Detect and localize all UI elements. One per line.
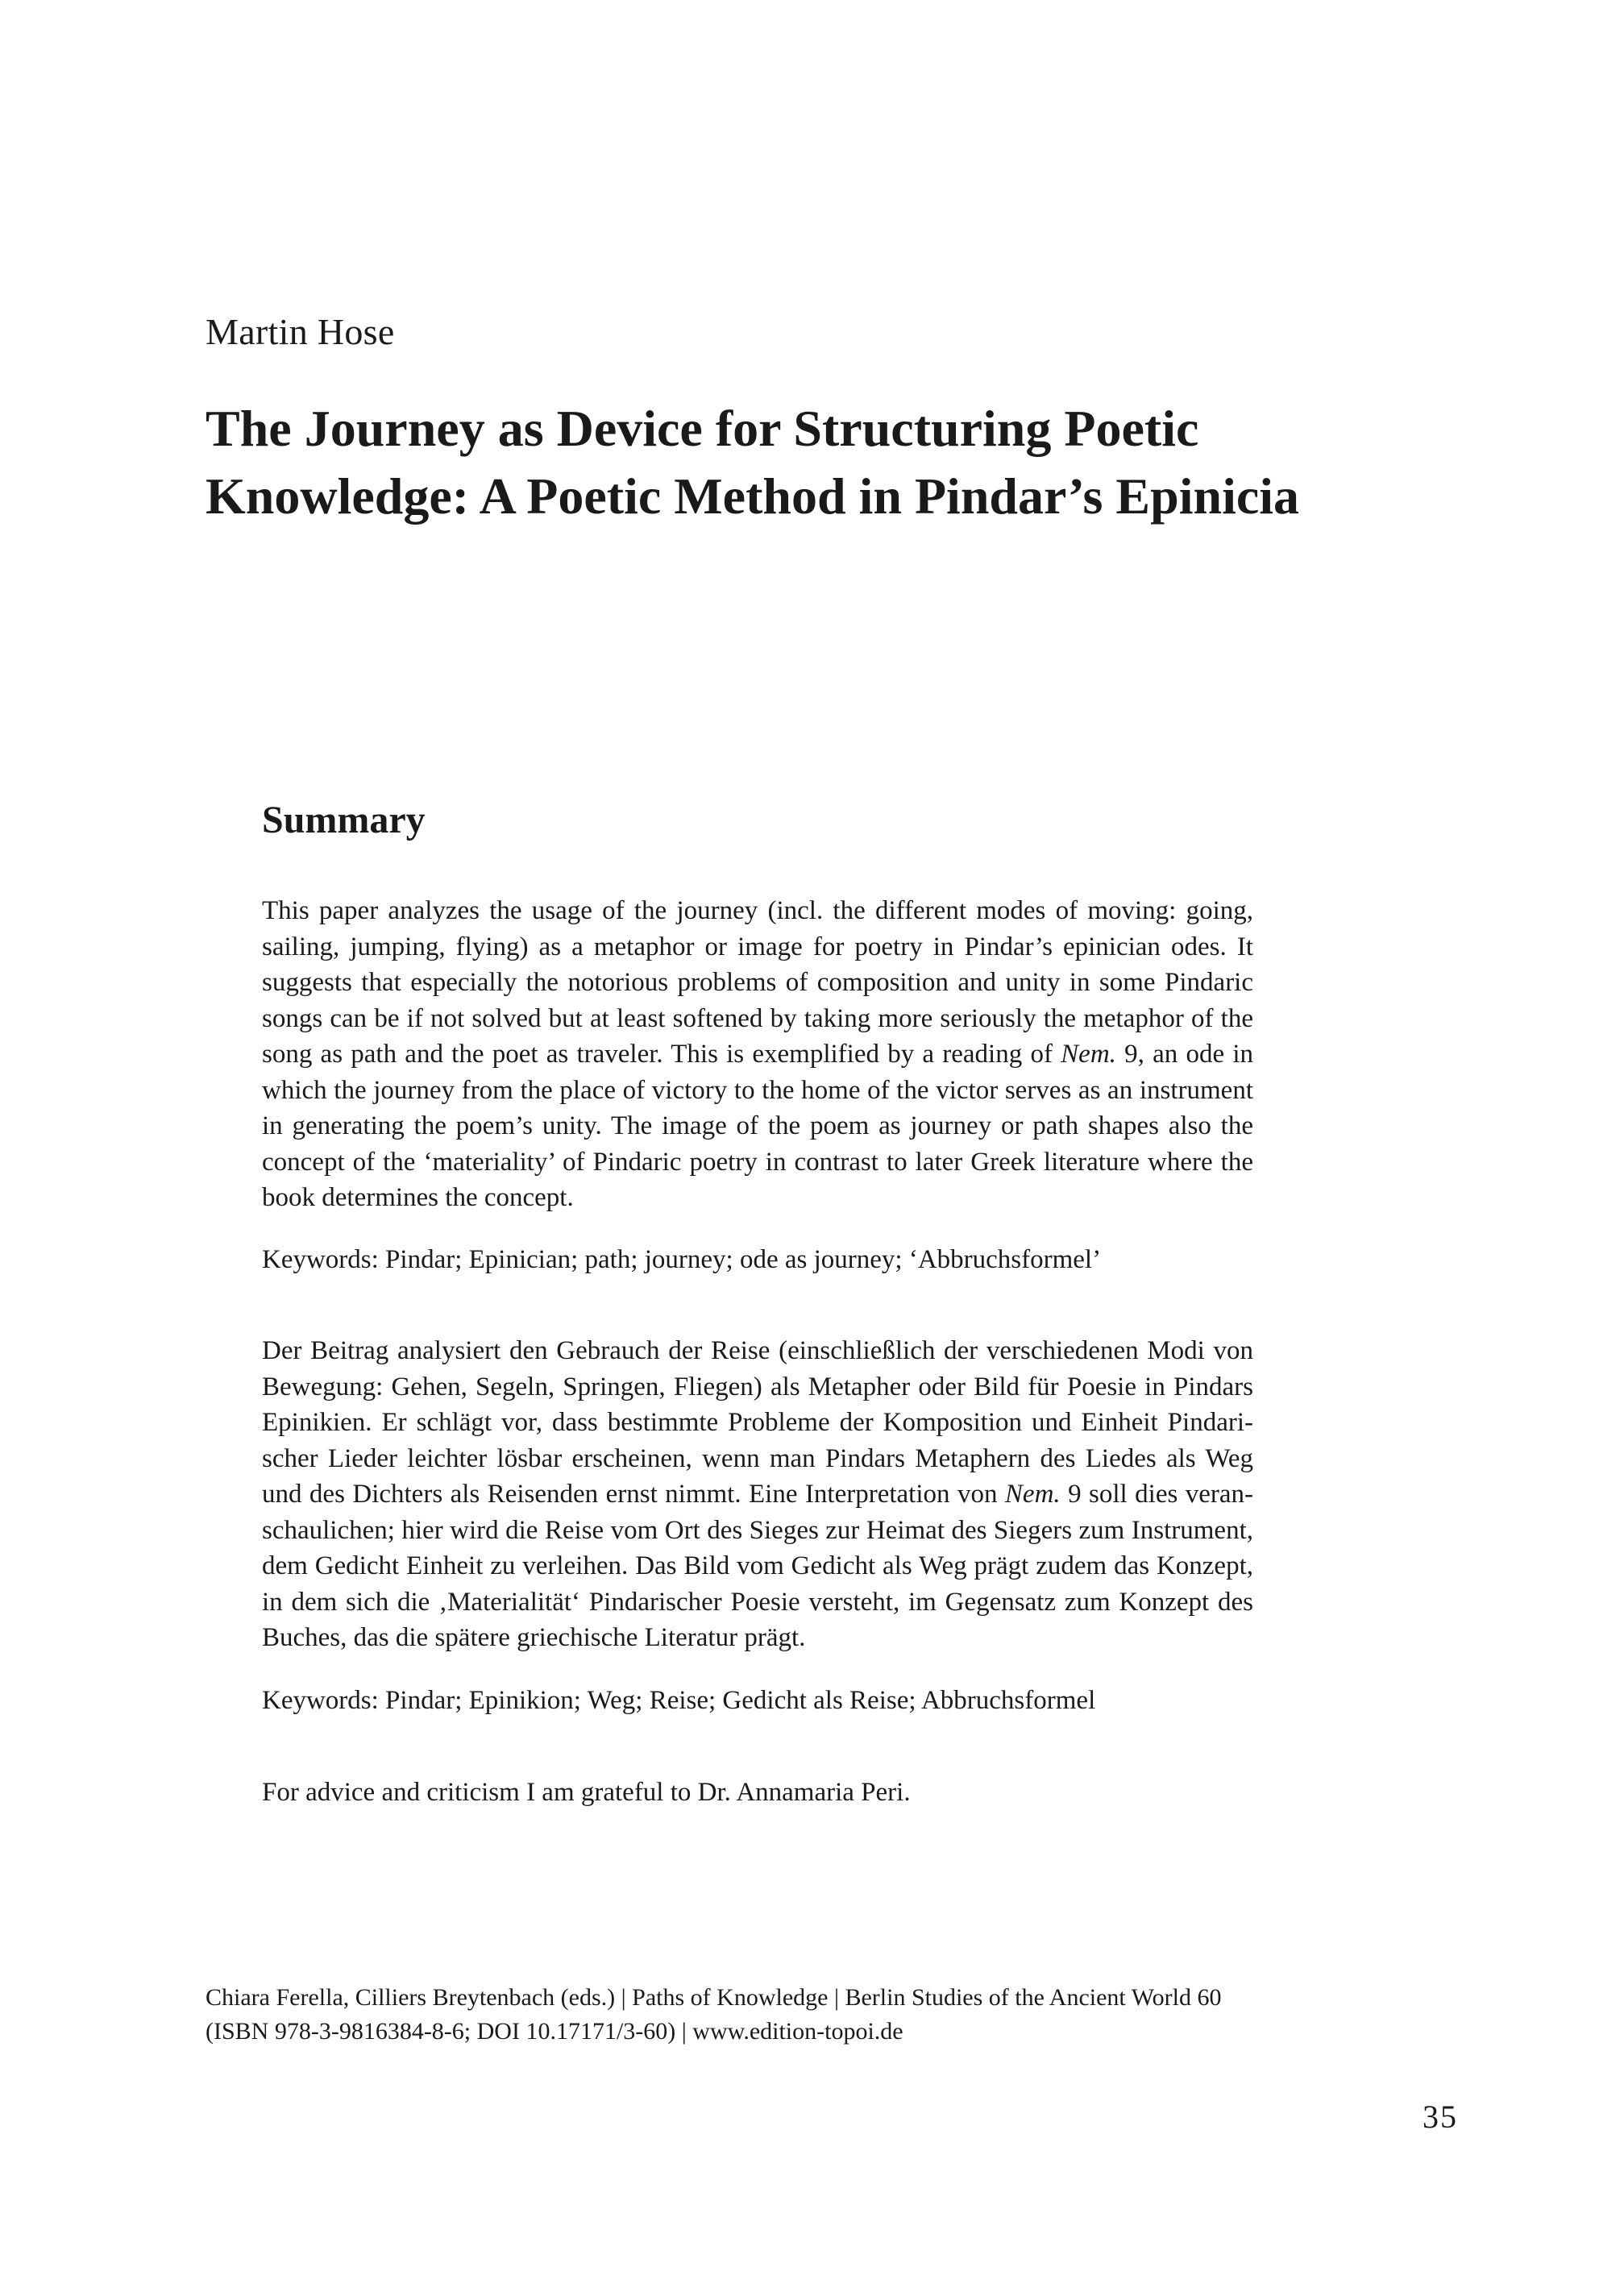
footer-line: (ISBN 978-3-9816384-8-6; DOI 10.17171/3-60) | www.edition-topoi.de	[206, 2018, 903, 2045]
footer-line: Chiara Ferella, Cilliers Breytenbach (eds.) | Paths of Knowledge | Berlin Studies of the Ancient World 60	[206, 1984, 1222, 2011]
abstract-line: Bewegung: Gehen, Segeln, Springen, Fliegen) als Metapher oder Bild für Poesie in Pindars	[262, 1372, 1253, 1401]
abstract-line: dem Gedicht Einheit zu verleihen. Das Bild vom Gedicht als Weg prägt zudem das Konzept,	[262, 1551, 1253, 1580]
abstract-line: which the journey from the place of victory to the home of the victor serves as an instrument	[262, 1075, 1253, 1105]
abstract-english	[262, 893, 1253, 1216]
work-citation: Nem.	[1061, 1040, 1116, 1069]
paper-title	[206, 395, 1374, 530]
author-name: Martin Hose	[206, 311, 395, 352]
abstract-line	[262, 1476, 1253, 1513]
abstract-line: Der Beitrag analysiert den Gebrauch der Reise (einschließlich der verschiedenen Modi von	[262, 1336, 1253, 1365]
keywords-german: Keywords: Pindar; Epinikion; Weg; Reise; Gedicht als Reise; Abbruchsformel	[262, 1686, 1096, 1715]
abstract-line: book determines the concept.	[262, 1183, 574, 1212]
abstract-line: concept of the ‘materiality’ of Pindaric poetry in contrast to later Greek literature where the	[262, 1147, 1253, 1177]
abstract-line: songs can be if not solved but at least softened by taking more seriously the metaphor of the	[262, 1003, 1253, 1033]
abstract-line: in dem sich die ‚Materialität‘ Pindarischer Poesie versteht, im Gegensatz zum Konzept des	[262, 1587, 1253, 1617]
paper-title-line: Knowledge: A Poetic Method in Pindar’s Epinicia	[206, 467, 1300, 525]
abstract-text: song as path and the poet as traveler. This is exemplified by a reading of	[262, 1040, 1061, 1069]
summary-heading: Summary	[262, 799, 426, 841]
abstract-line: suggests that especially the notorious problems of composition and unity in some Pindaric	[262, 968, 1253, 997]
page-number: 35	[1423, 2099, 1458, 2135]
abstract-line: This paper analyzes the usage of the journey (incl. the different modes of moving: going,	[262, 896, 1253, 925]
abstract-text: und des Dichters als Reisenden ernst nimmt. Eine Interpretation von	[262, 1480, 1005, 1509]
abstract-text: 9 soll dies veran-	[1060, 1480, 1254, 1509]
abstract-line: scher Lieder leichter lösbar erscheinen, wenn man Pindars Metaphern des Liedes als Weg	[262, 1443, 1253, 1473]
publication-footer	[206, 1981, 1221, 2049]
abstract-german	[262, 1333, 1253, 1656]
abstract-line: in generating the poem’s unity. The image of the poem as journey or path shapes also the	[262, 1111, 1253, 1140]
acknowledgement: For advice and criticism I am grateful to Dr. Annamaria Peri.	[262, 1778, 911, 1807]
work-citation: Nem.	[1004, 1480, 1061, 1509]
abstract-text: 9, an ode in	[1115, 1040, 1253, 1069]
keywords-english: Keywords: Pindar; Epinician; path; journey; ode as journey; ‘Abbruchsformel’	[262, 1245, 1102, 1274]
abstract-line: schaulichen; hier wird die Reise vom Ort des Sieges zur Heimat des Siegers zum Instrument,	[262, 1515, 1253, 1545]
abstract-line	[262, 1036, 1253, 1073]
paper-title-line: The Journey as Device for Structuring Poetic	[206, 400, 1199, 457]
abstract-line: Epinikien. Er schlägt vor, dass bestimmte Probleme der Komposition und Einheit Pindari-	[262, 1408, 1253, 1437]
abstract-line: Buches, das die spätere griechische Literatur prägt.	[262, 1623, 806, 1652]
abstract-line: sailing, jumping, flying) as a metaphor or image for poetry in Pindar’s epinician odes. It	[262, 932, 1253, 961]
